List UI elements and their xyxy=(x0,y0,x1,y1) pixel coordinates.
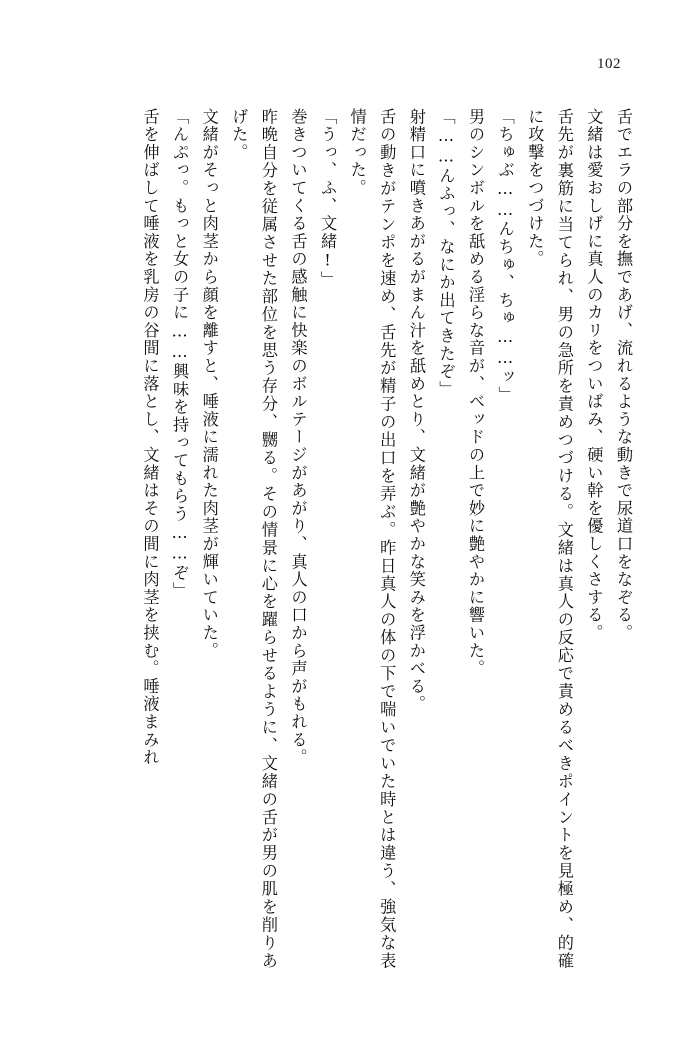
paragraph: 「ちゅぶ……んちゅ、ちゅ……ッ」 xyxy=(495,108,515,404)
body-text-column xyxy=(60,108,638,970)
paragraph: 「うっ、ふ、文緒!」 xyxy=(318,108,338,289)
paragraph: 「……んふっ、なにか出てきたぞ」 xyxy=(436,108,456,399)
paragraph: 昨晩自分を従属させた部位を思う存分、嬲る。その情景に心を躍らせるように、文緒の舌が男の肌を削りあげた。 xyxy=(229,108,278,970)
paragraph: 文緒は愛おしげに真人のカリをついばみ、硬い幹を優しくさする。 xyxy=(584,108,604,642)
paragraph: 舌先が裏筋に当てられ、男の急所を責めつづける。文緒は真人の反応で責めるべきポイントを見極め、的確に攻撃をつづけた。 xyxy=(525,108,574,970)
paragraph: 「んぷっ。もっと女の子に……興味を持ってもらう……ぞ」 xyxy=(170,108,190,600)
paragraph: 舌を伸ばして唾液を乳房の谷間に落とし、文緒はその間に肉茎を挟む。唾液まみれ xyxy=(140,108,160,767)
paragraph: 巻きついてくる舌の感触に快楽のボルテージがあがり、真人の口から声がもれる。 xyxy=(288,108,308,767)
page-number: 102 xyxy=(597,56,621,72)
paragraph: 文緒がそっと肉茎から顔を離すと、唾液に濡れた肉茎が輝いていた。 xyxy=(199,108,219,660)
paragraph: 男のシンボルを舐める淫らな音が、ベッドの上で妙に艶やかに響いた。 xyxy=(466,108,486,678)
paragraph: 射精口に噴きあがるがまん汁を舐めとり、文緒が艶やかな笑みを浮かべる。 xyxy=(406,108,426,714)
paragraph: 舌の動きがテンポを速め、舌先が精子の出口を弄ぶ。昨日真人の体の下で喘いでいた時とは違う、強気な表情だった。 xyxy=(347,108,397,970)
paragraph: 舌でエラの部分を撫であげ、流れるような動きで尿道口をなぞる。 xyxy=(614,108,633,642)
